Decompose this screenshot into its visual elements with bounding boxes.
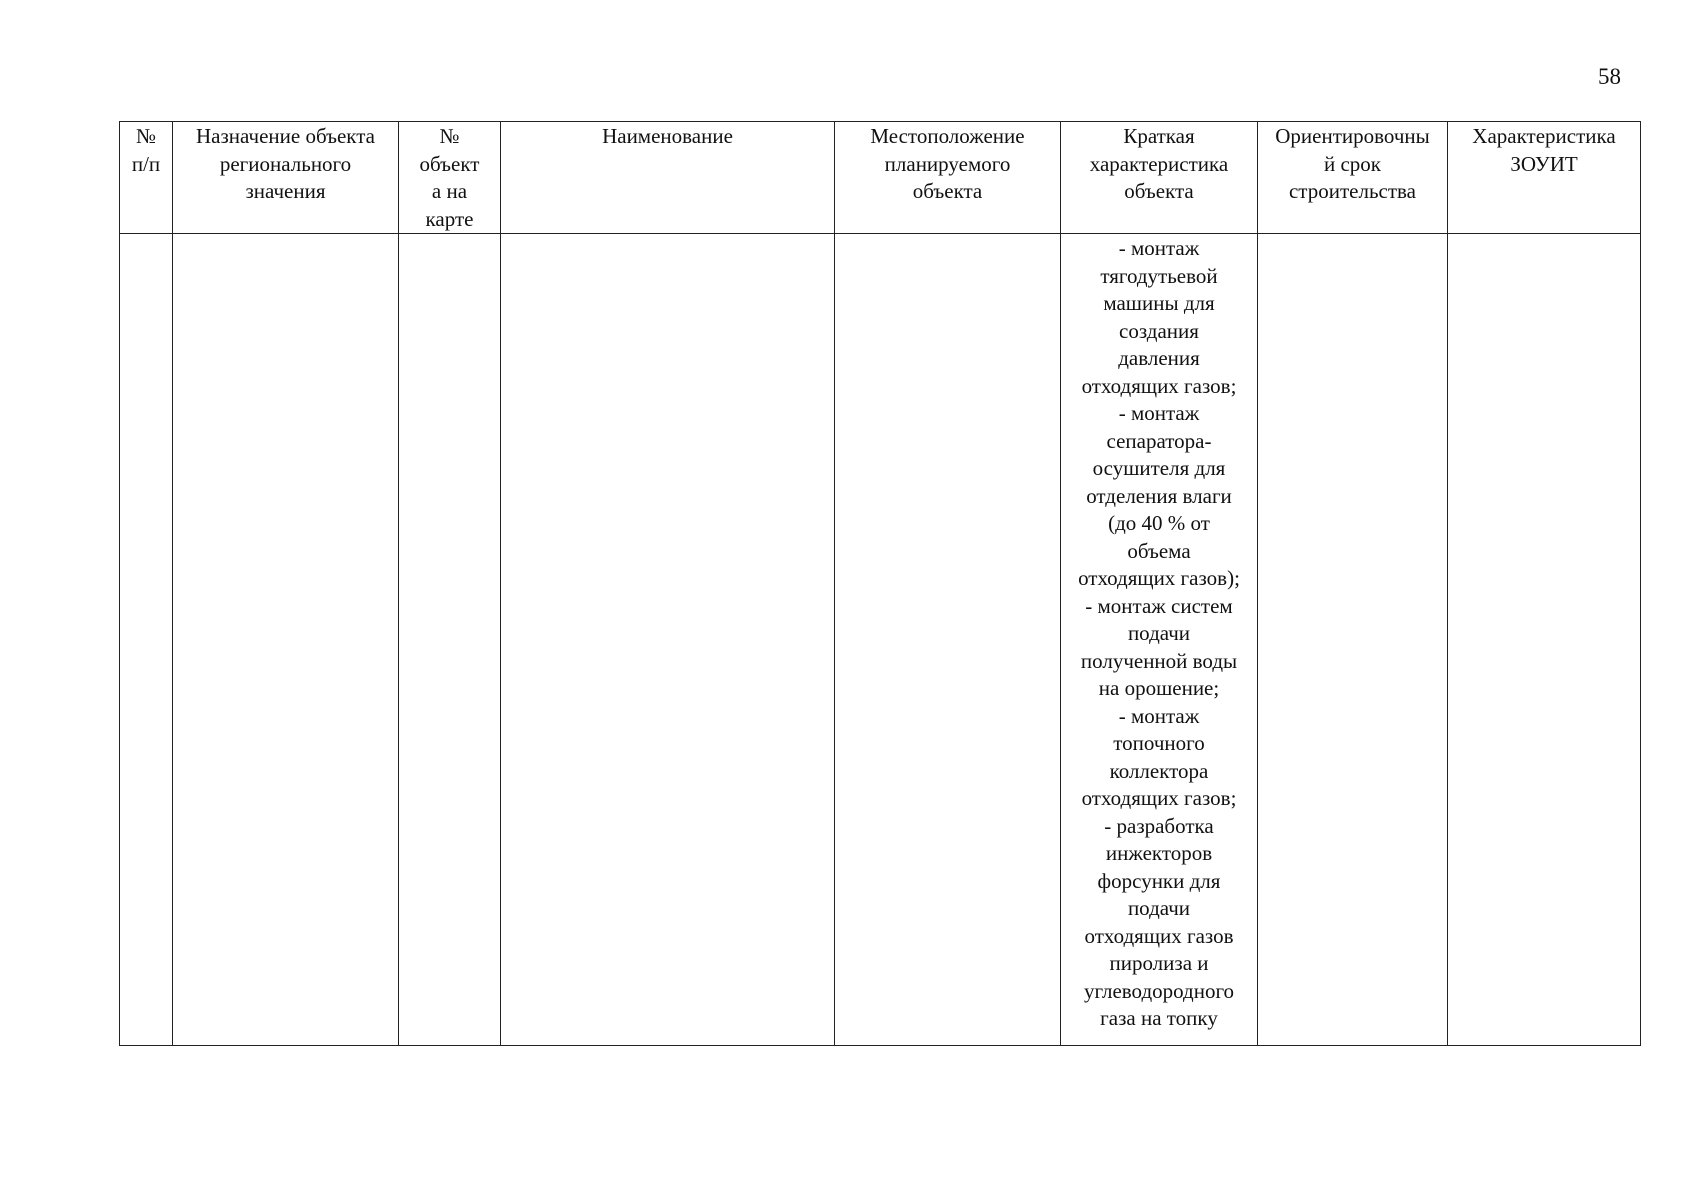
description-line: отходящих газов [1084, 923, 1234, 948]
description-line: (до 40 % от [1108, 511, 1210, 535]
table-row [120, 234, 1641, 1046]
header-text: Ориентировочны [1275, 124, 1430, 148]
header-num [120, 122, 173, 234]
description-line: машины для [1103, 291, 1215, 315]
header-text: ЗОУИТ [1510, 151, 1578, 176]
header-text: планируемого [884, 151, 1011, 176]
description-line: углеводородного [1083, 978, 1235, 1003]
description-line: - разработка [1104, 813, 1214, 838]
cell-location [835, 234, 1061, 1046]
header-text: Местоположение [870, 124, 1025, 148]
header-text: п/п [131, 151, 161, 176]
description-line: подачи [1127, 621, 1191, 645]
description-line: пиролиза и [1109, 951, 1209, 975]
description-line: газа на топку [1100, 1006, 1218, 1030]
table-header-row [120, 122, 1641, 234]
header-purpose [173, 122, 399, 234]
cell-zouit [1448, 234, 1641, 1046]
header-text: Назначение объекта [196, 124, 375, 148]
description-line: - монтаж [1118, 703, 1200, 728]
description-line: форсунки для [1097, 868, 1221, 893]
header-text: й срок [1323, 151, 1381, 176]
header-text: карте [425, 206, 474, 231]
description-line: отходящих газов; [1081, 786, 1237, 810]
description-line: топочного [1113, 731, 1205, 755]
header-text: объект [419, 151, 480, 176]
header-text: № [135, 124, 157, 148]
header-map-num [399, 122, 501, 234]
header-text: строительства [1288, 179, 1416, 203]
description-line: - монтаж систем [1085, 593, 1233, 618]
description-line: тягодутьевой [1100, 263, 1218, 288]
header-location [835, 122, 1061, 234]
header-description [1061, 122, 1258, 234]
description-line: сепаратора- [1106, 428, 1212, 453]
cell-num [120, 234, 173, 1046]
description-line: коллектора [1109, 758, 1209, 783]
cell-name [501, 234, 835, 1046]
header-text: а на [431, 179, 468, 203]
description-line: полученной воды [1080, 648, 1238, 673]
header-text: объекта [1124, 179, 1194, 203]
description-line: на орошение; [1098, 676, 1220, 700]
description-line: - монтаж [1118, 401, 1200, 425]
description-line: отходящих газов); [1078, 566, 1240, 590]
description-line: давления [1118, 346, 1200, 370]
header-text: значения [245, 179, 326, 203]
header-text: объекта [912, 179, 983, 203]
page-number: 58 [1598, 64, 1621, 89]
header-text: Краткая [1123, 124, 1195, 148]
header-name [501, 122, 835, 234]
cell-map-num [399, 234, 501, 1046]
description-line: подачи [1127, 896, 1191, 920]
cell-term [1258, 234, 1448, 1046]
description-line: создания [1119, 318, 1199, 343]
header-zouit [1448, 122, 1641, 234]
header-text: регионального [219, 151, 352, 176]
header-text: Наименование [602, 124, 733, 148]
description-line: отходящих газов; [1081, 373, 1237, 398]
description-line: объема [1127, 538, 1191, 563]
header-term [1258, 122, 1448, 234]
header-text: характеристика [1089, 151, 1229, 176]
description-line: отделения влаги [1086, 483, 1232, 508]
planned-objects-table [119, 121, 1641, 1046]
cell-description [1061, 234, 1258, 1046]
cell-purpose [173, 234, 399, 1046]
header-text: № [439, 124, 460, 148]
description-line: - монтаж [1118, 236, 1200, 260]
header-text: Характеристика [1472, 124, 1616, 148]
description-line: осушителя для [1092, 456, 1226, 480]
description-line: инжекторов [1105, 841, 1213, 865]
